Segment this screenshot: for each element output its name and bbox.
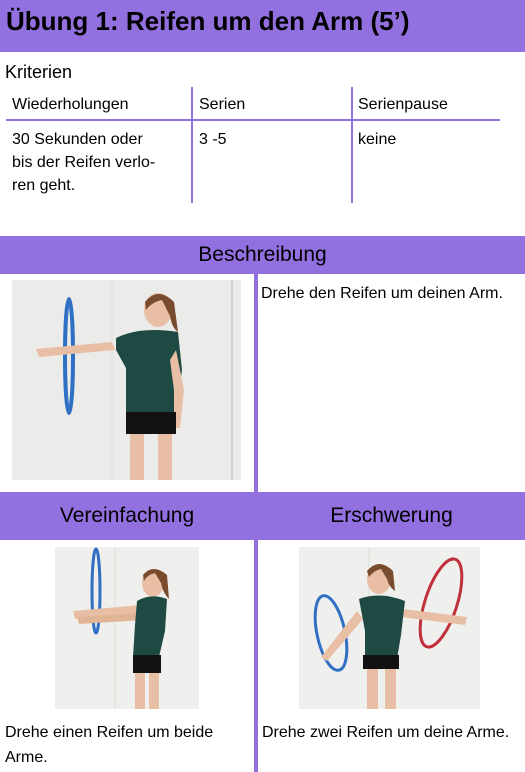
photo-illustration xyxy=(299,547,480,709)
photo-illustration xyxy=(12,280,241,480)
table-header-rule xyxy=(6,119,500,121)
description-text: Drehe den Reifen um deinen Arm. xyxy=(261,285,503,302)
complication-text: Drehe zwei Reifen um deine Arme. xyxy=(262,724,510,741)
header-rest: Serienpause xyxy=(358,96,448,113)
table-column-divider xyxy=(351,87,353,203)
cell-rest: keine xyxy=(358,131,397,148)
simplification-text: Drehe einen Reifen um beide Arme. xyxy=(5,724,214,766)
cell-sets: 3 -5 xyxy=(199,131,227,148)
photo-illustration xyxy=(55,547,199,709)
exercise-title: Übung 1: Reifen um den Arm (5’) xyxy=(6,6,410,36)
section-divider xyxy=(254,274,258,492)
header-repetitions: Wiederholungen xyxy=(12,96,129,113)
description-heading: Beschreibung xyxy=(198,243,327,266)
description-banner xyxy=(0,236,525,274)
cell-repetitions-line: 30 Sekunden oder xyxy=(12,131,143,148)
cell-repetitions-line: bis der Reifen verlo- xyxy=(12,154,156,171)
photo-two-hoops xyxy=(299,547,480,709)
section-divider xyxy=(254,540,258,772)
complication-heading: Erschwerung xyxy=(330,504,453,527)
simplification-heading: Vereinfachung xyxy=(59,504,195,527)
photo-hoop-both-arms xyxy=(55,547,199,709)
table-column-divider xyxy=(191,87,193,203)
variations-banner xyxy=(0,492,525,540)
criteria-label: Kriterien xyxy=(5,62,73,82)
header-sets: Serien xyxy=(199,96,246,113)
cell-repetitions-line: ren geht. xyxy=(12,177,76,194)
photo-hoop-one-arm xyxy=(12,280,241,480)
title-banner xyxy=(0,0,525,52)
cell-repetitions xyxy=(12,128,155,197)
